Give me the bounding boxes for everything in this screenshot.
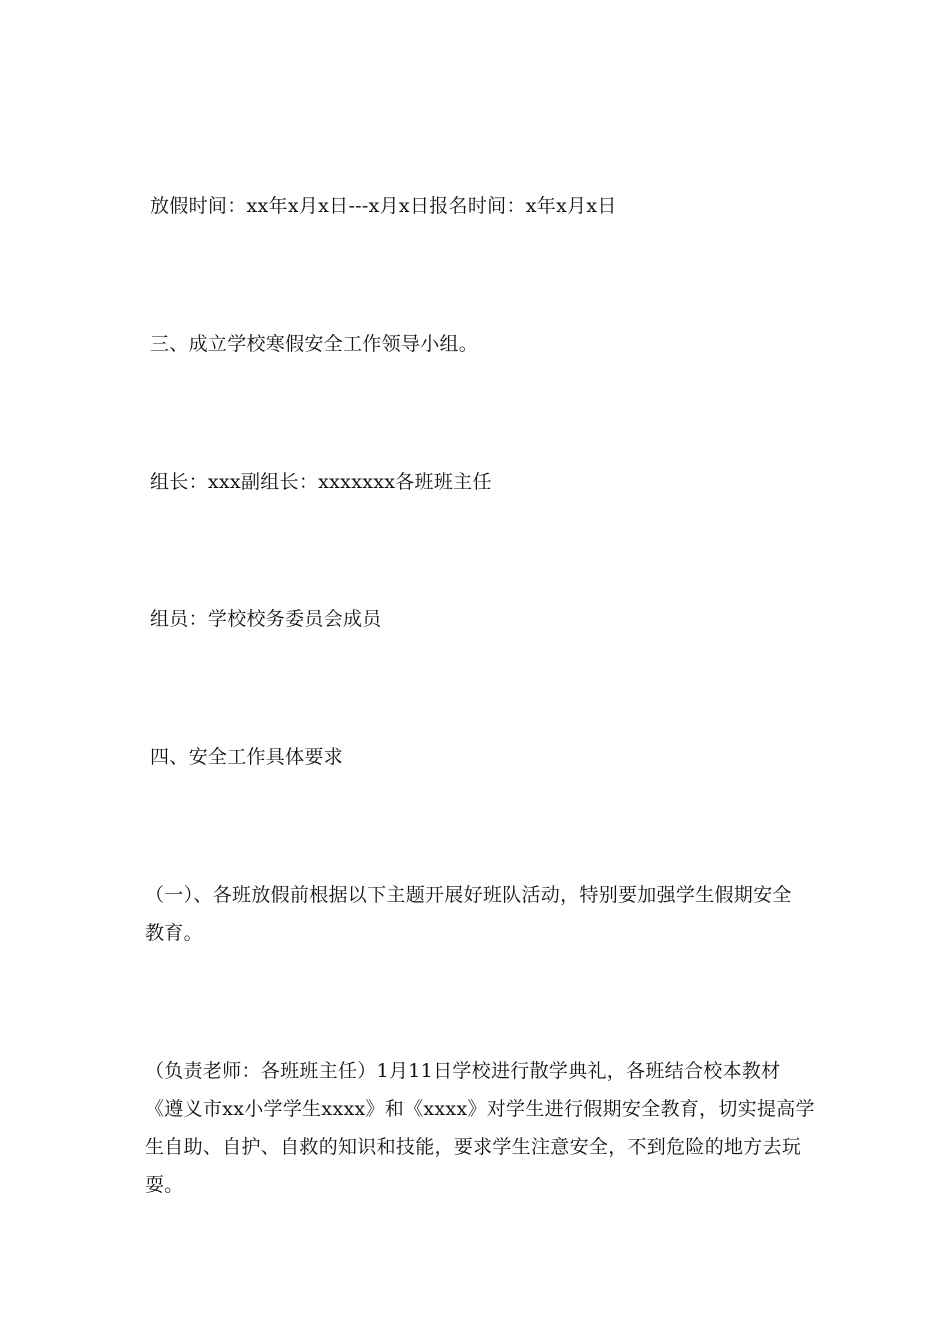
- group-members-line: 组员：学校校务委员会成员: [150, 608, 382, 630]
- group-leader-line: 组长：xxx副组长：xxxxxxx各班班主任: [150, 471, 492, 493]
- requirement-one-paragraph: [145, 876, 815, 952]
- paragraph-line: 教育。: [145, 922, 203, 944]
- responsibility-paragraph: [145, 1052, 815, 1204]
- holiday-time-line: 放假时间：xx年x月x日---x月x日报名时间：x年x月x日: [150, 195, 617, 217]
- paragraph-line: （负责老师：各班班主任）1月11日学校进行散学典礼，各班结合校本教材: [145, 1060, 781, 1082]
- paragraph-line: 耍。: [145, 1174, 184, 1196]
- paragraph-line: 生自助、自护、自救的知识和技能，要求学生注意安全，不到危险的地方去玩: [145, 1136, 802, 1158]
- paragraph-line: （一）、各班放假前根据以下主题开展好班队活动，特别要加强学生假期安全: [145, 884, 792, 906]
- section-four-heading: 四、安全工作具体要求: [150, 746, 344, 768]
- section-three-heading: 三、成立学校寒假安全工作领导小组。: [150, 333, 479, 355]
- paragraph-line: 《遵义市xx小学学生xxxx》和《xxxx》对学生进行假期安全教育，切实提高学: [145, 1098, 815, 1120]
